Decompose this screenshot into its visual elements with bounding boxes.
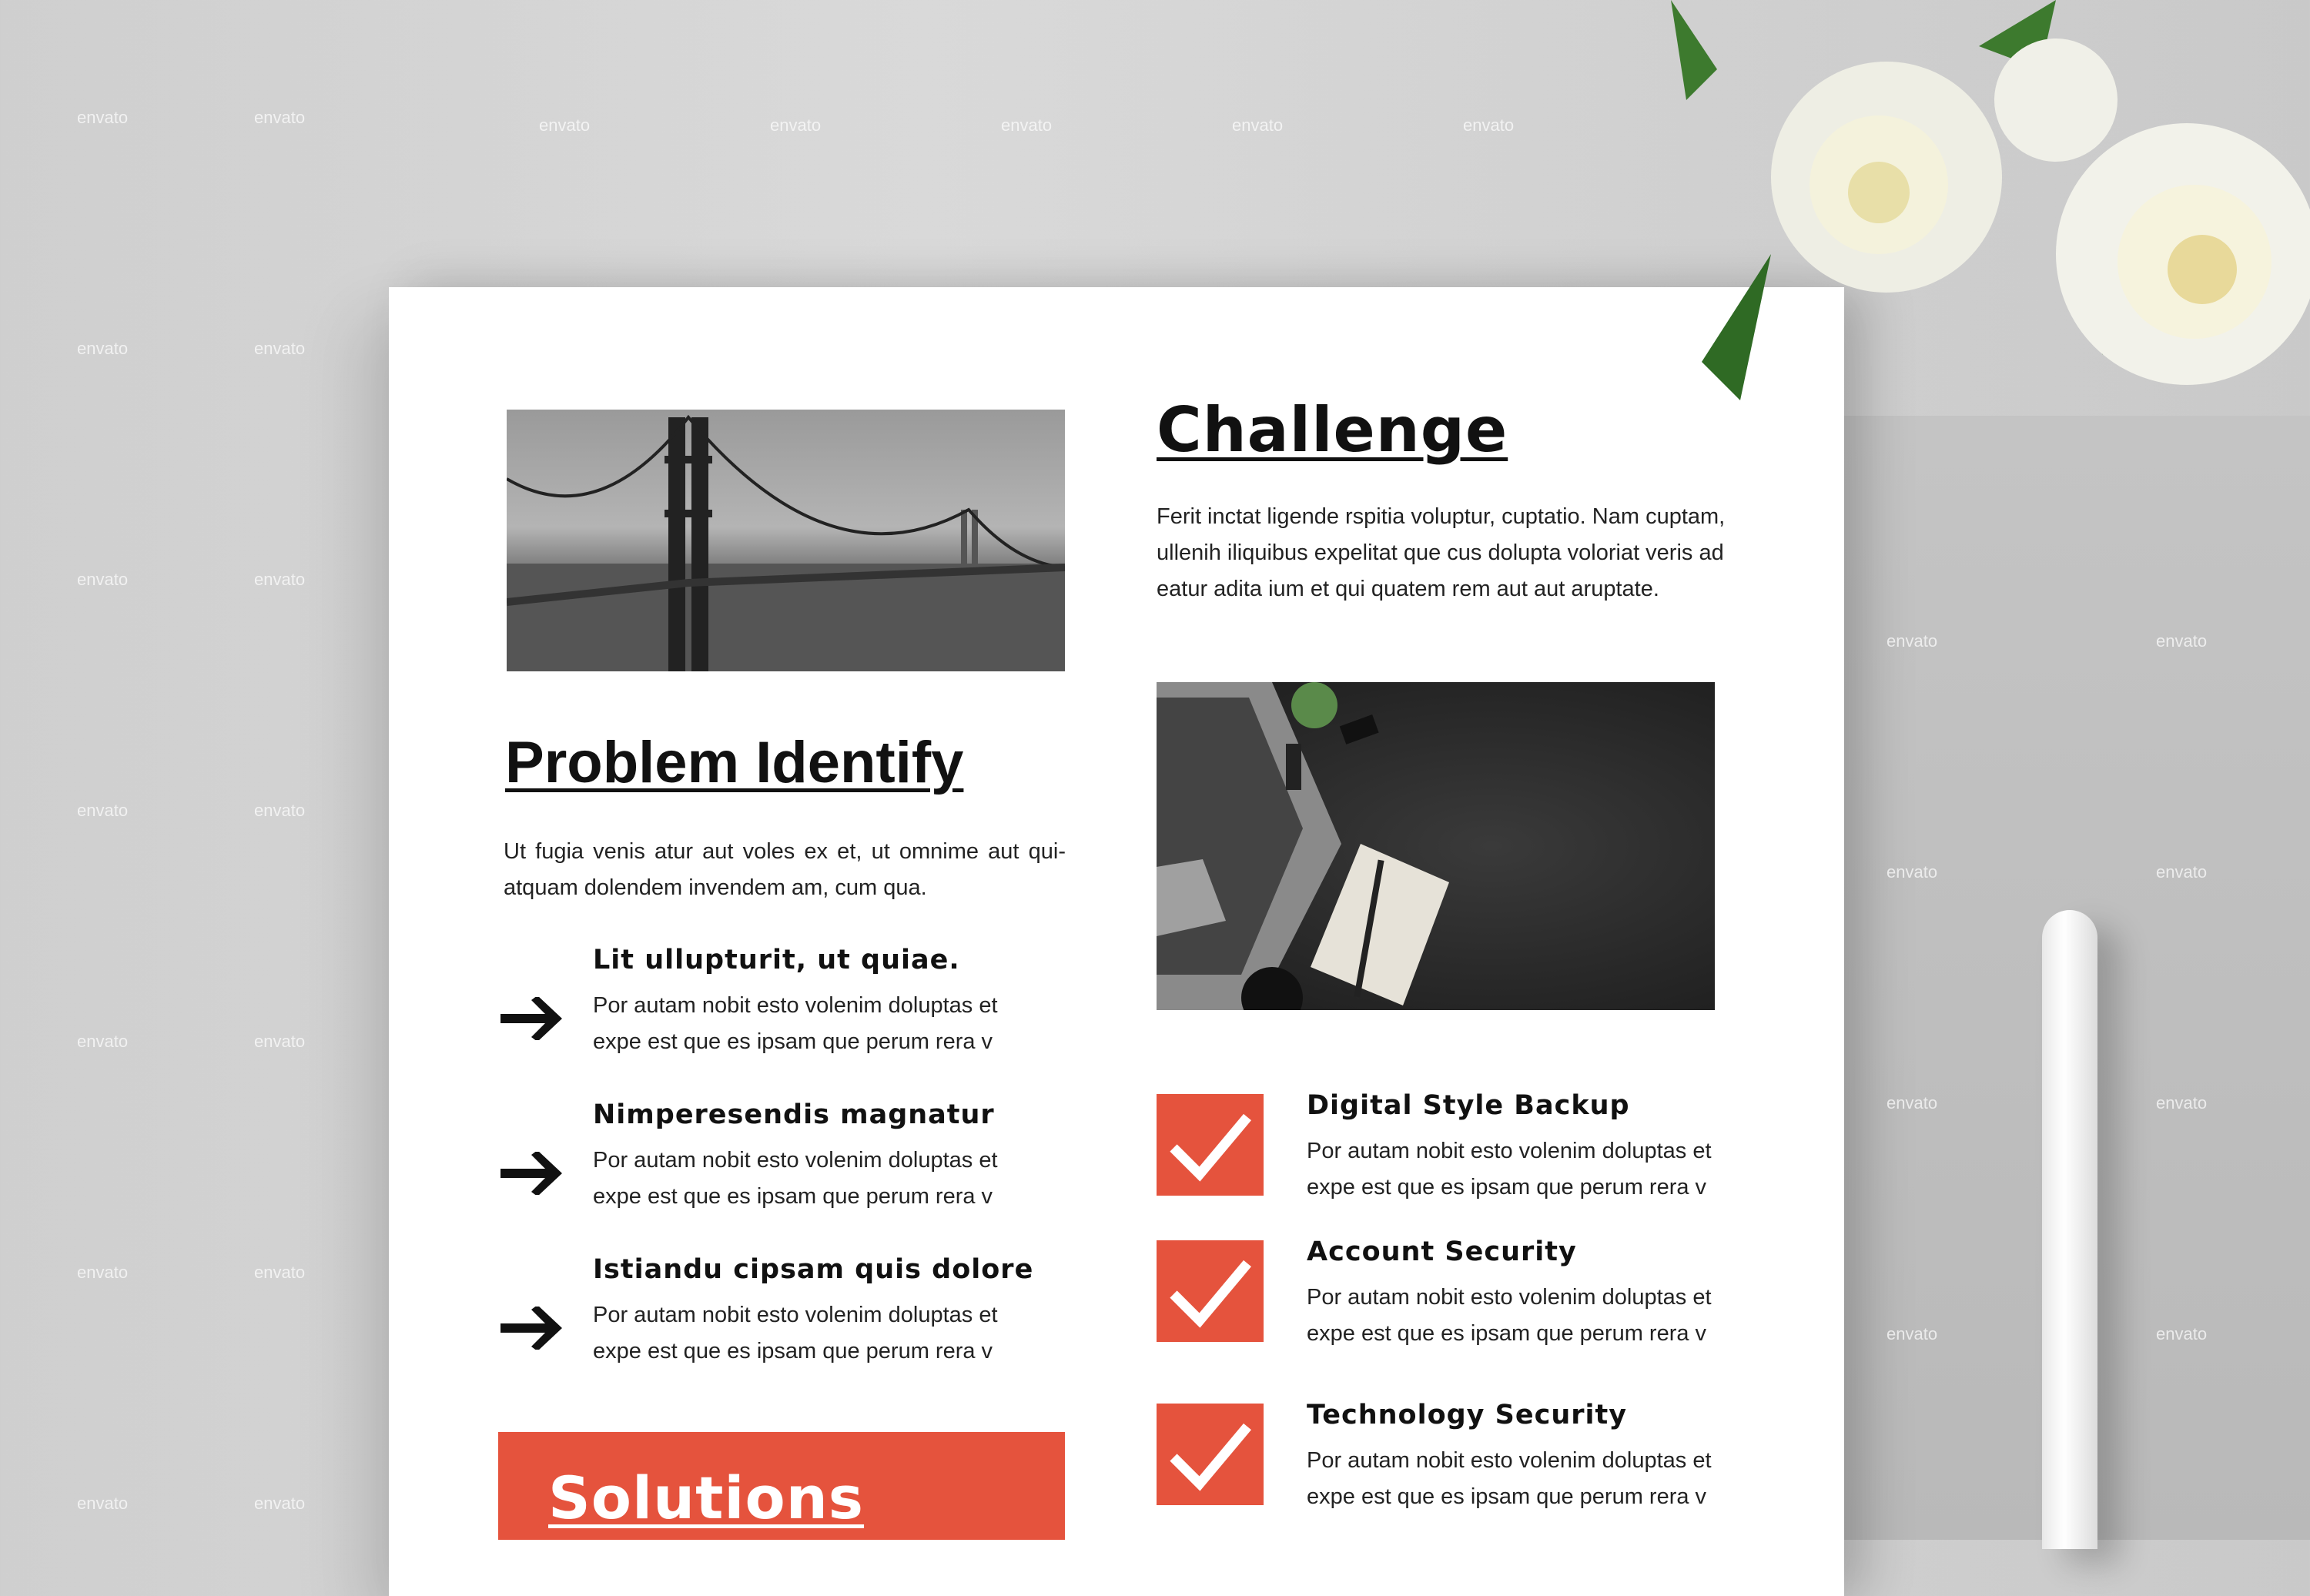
check-desc	[1307, 1280, 1712, 1352]
watermark: envato	[770, 115, 822, 135]
feature-item	[500, 1253, 1070, 1399]
check-desc-line: expe est que es ipsam que perum rera v	[1307, 1175, 1707, 1200]
checkmark-icon	[1157, 1184, 1264, 1199]
watermark: envato	[1463, 115, 1515, 135]
feature-desc-line: Por autam nobit esto volenim doluptas et	[593, 993, 998, 1018]
feature-desc	[593, 988, 998, 1060]
checkmark-icon	[1157, 1330, 1264, 1345]
challenge-paragraph	[1157, 499, 1725, 607]
desk-illustration	[1157, 682, 1715, 1010]
pen	[2042, 910, 2097, 1549]
check-title: Account Security	[1307, 1236, 1577, 1267]
check-desc-line: Por autam nobit esto volenim doluptas et	[1307, 1139, 1712, 1163]
feature-desc-line: Por autam nobit esto volenim doluptas et	[593, 1148, 998, 1173]
solutions-heading: Solutions	[548, 1464, 865, 1532]
watermark: envato	[254, 1032, 306, 1051]
feature-title: Lit ullupturit, ut quiae.	[593, 945, 960, 975]
watermark: envato	[77, 339, 129, 358]
feature-item	[500, 943, 1070, 1089]
feature-desc-line: expe est que es ipsam que perum rera v	[593, 1029, 993, 1054]
watermark: envato	[77, 801, 129, 820]
arrow-right-icon	[500, 1152, 567, 1198]
challenge-line: ullenih iliquibus expelitat que cus dolupta voloriat veris ad	[1157, 540, 1724, 565]
check-desc-line: expe est que es ipsam que perum rera v	[1307, 1321, 1707, 1346]
check-desc-line: Por autam nobit esto volenim doluptas et	[1307, 1448, 1712, 1473]
watermark: envato	[77, 570, 129, 589]
watermark: envato	[2156, 631, 2208, 651]
watermark: envato	[1886, 1324, 1938, 1343]
watermark: envato	[1886, 1093, 1938, 1113]
watermark: envato	[1886, 631, 1938, 651]
checkbox-checked	[1157, 1094, 1264, 1196]
problem-paragraph: Ut fugia venis atur aut voles ex et, ut omnime aut qui-atquam dolendem invendem am, cum qua.	[504, 839, 1066, 900]
desk-photo	[1157, 682, 1715, 1010]
watermark: envato	[77, 1032, 129, 1051]
problem-identify-heading: Problem Identify	[505, 730, 964, 795]
bridge-illustration	[507, 410, 1065, 671]
watermark: envato	[254, 1263, 306, 1282]
watermark: envato	[77, 1494, 129, 1513]
feature-item	[500, 1098, 1070, 1244]
feature-desc-line: expe est que es ipsam que perum rera v	[593, 1184, 993, 1209]
watermark: envato	[2156, 862, 2208, 882]
watermark: envato	[254, 1494, 306, 1513]
watermark: envato	[254, 570, 306, 589]
bridge-photo	[507, 410, 1065, 671]
checkmark-icon	[1157, 1494, 1264, 1508]
watermark: envato	[77, 1263, 129, 1282]
check-desc-line: Por autam nobit esto volenim doluptas et	[1307, 1285, 1712, 1310]
feature-desc	[593, 1143, 998, 1215]
watermark: envato	[1001, 115, 1053, 135]
checkbox-checked	[1157, 1404, 1264, 1505]
arrow-right-icon	[500, 997, 567, 1043]
check-title: Digital Style Backup	[1307, 1090, 1630, 1121]
check-desc-line: expe est que es ipsam que perum rera v	[1307, 1484, 1707, 1509]
check-title: Technology Security	[1307, 1400, 1628, 1430]
challenge-line: eatur adita ium et qui quatem rem aut aut aruptate.	[1157, 577, 1659, 601]
feature-title: Istiandu cipsam quis dolore	[593, 1254, 1034, 1285]
roses-decoration	[1656, 0, 2310, 539]
watermark: envato	[1232, 115, 1284, 135]
checkbox-checked	[1157, 1240, 1264, 1342]
watermark: envato	[254, 339, 306, 358]
arrow-right-icon	[500, 1307, 567, 1353]
feature-desc-line: Por autam nobit esto volenim doluptas et	[593, 1303, 998, 1327]
watermark: envato	[1886, 862, 1938, 882]
watermark: envato	[254, 108, 306, 127]
feature-title: Nimperesendis magnatur	[593, 1099, 995, 1130]
challenge-heading: Challenge	[1157, 394, 1508, 466]
solutions-banner	[498, 1432, 1065, 1540]
check-desc	[1307, 1443, 1712, 1515]
watermark: envato	[254, 801, 306, 820]
watermark: envato	[539, 115, 591, 135]
feature-desc	[593, 1297, 998, 1370]
feature-desc-line: expe est que es ipsam que perum rera v	[593, 1339, 993, 1363]
watermark: envato	[2156, 1324, 2208, 1343]
watermark: envato	[2156, 1093, 2208, 1113]
check-desc	[1307, 1133, 1712, 1206]
challenge-line: Ferit inctat ligende rspitia voluptur, cuptatio. Nam cuptam,	[1157, 504, 1726, 529]
watermark: envato	[77, 108, 129, 127]
